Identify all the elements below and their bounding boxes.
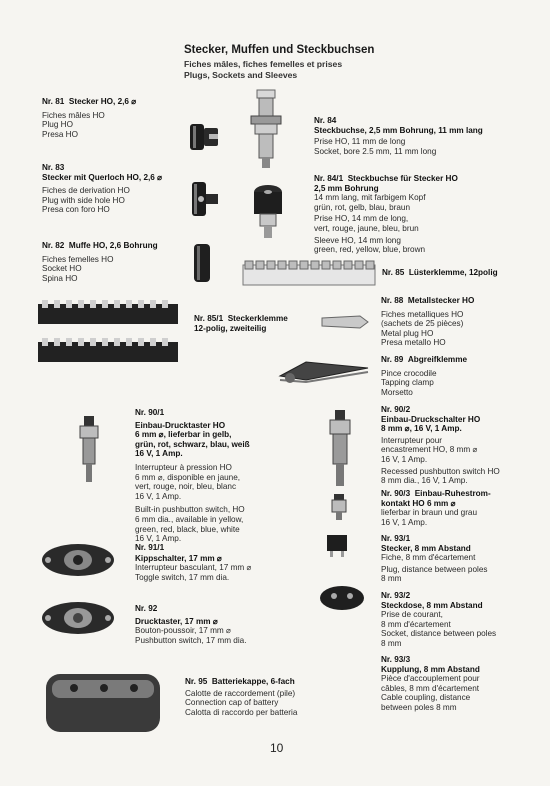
- item-code: Nr. 85: [382, 268, 405, 277]
- item-line: Prise HO, 11 mm de long: [314, 137, 406, 147]
- clamp-strip-85-1-image: [38, 298, 180, 368]
- item-85: [382, 268, 498, 278]
- page-subtitle-en: Plugs, Sockets and Sleeves: [184, 70, 298, 80]
- plug-93-1-image: [325, 533, 351, 559]
- pushbutton-92-image: [38, 598, 118, 638]
- item-83: [42, 163, 162, 215]
- item-line: Pince crocodile: [381, 368, 437, 378]
- item-code: Nr. 95: [185, 677, 208, 686]
- sleeve-82-image: [188, 242, 218, 286]
- item-name: 6 mm ⌀, lieferbar in gelb,: [135, 430, 232, 440]
- item-line: green, red, yellow, blue, brown: [314, 245, 426, 255]
- item-85-1: [194, 314, 288, 333]
- item-code: Nr. 82: [42, 241, 65, 250]
- item-line: Morsetto: [381, 387, 413, 397]
- item-84-1: [314, 174, 458, 255]
- item-name: Batteriekappe, 6-fach: [211, 677, 295, 686]
- item-code: Nr. 90/2: [381, 405, 411, 414]
- item-line: Presa HO: [42, 129, 78, 139]
- item-line: Built-in pushbutton switch, HO: [135, 505, 245, 515]
- item-line: Pushbutton switch, 17 mm dia.: [135, 635, 247, 645]
- item-code: Nr. 88: [381, 296, 404, 305]
- page-title: Stecker, Muffen und Steckbuchsen: [184, 44, 375, 56]
- crocodile-clip-89-image: [276, 352, 372, 392]
- item-code: Nr. 93/1: [381, 534, 411, 543]
- item-name: Einbau-Druckschalter HO: [381, 414, 481, 424]
- item-name-2: 12-polig, zweiteilig: [194, 323, 267, 333]
- item-line: 8 mm dia., 16 V, 1 Amp.: [381, 476, 468, 486]
- item-name: Kippschalter, 17 mm ⌀: [135, 553, 222, 563]
- item-line: Plug HO: [42, 120, 73, 130]
- contact-90-3-image: [330, 494, 348, 522]
- item-line: Sleeve HO, 14 mm long: [314, 235, 401, 245]
- item-93-2: [381, 591, 496, 649]
- item-name: Stecker, 8 mm Abstand: [381, 543, 471, 553]
- item-line: câbles, 8 mm d'écartement: [381, 683, 480, 693]
- item-line: Interrupteur à pression HO: [135, 462, 232, 472]
- item-name: Steckerklemme: [227, 314, 288, 323]
- item-line: Prise de courant,: [381, 610, 443, 620]
- page-number: 10: [270, 741, 284, 755]
- metal-plug-88-image: [320, 312, 370, 332]
- item-name: grün, rot, schwarz, blau, weiß: [135, 439, 250, 449]
- item-93-3: [381, 655, 480, 713]
- item-code: Nr. 89: [381, 355, 404, 364]
- item-line: 6 mm dia., available in yellow,: [135, 514, 244, 524]
- item-name: Steckbuchse für Stecker HO: [347, 174, 458, 183]
- item-line: Presa con foro HO: [42, 205, 110, 215]
- toggle-switch-91-1-image: [38, 540, 118, 580]
- item-line: Connection cap of battery: [185, 698, 279, 708]
- item-code: Nr. 81: [42, 97, 65, 106]
- item-line: Interrupteur basculant, 17 mm ⌀: [135, 563, 252, 573]
- item-81: [42, 97, 136, 139]
- item-line: (sachets de 25 pièces): [381, 319, 464, 329]
- item-line: Recessed pushbutton switch HO: [381, 466, 500, 476]
- item-code: Nr. 84: [314, 116, 337, 125]
- item-code: Nr. 84/1: [314, 174, 344, 183]
- item-code: Nr. 90/3: [381, 489, 411, 498]
- item-name: Steckbuchse, 2,5 mm Bohrung, 11 mm lang: [314, 125, 483, 135]
- item-code: Nr. 90/1: [135, 408, 165, 417]
- item-92: [135, 604, 247, 645]
- sleeve-84-1-image: [252, 182, 286, 242]
- item-line: Tapping clamp: [381, 378, 434, 388]
- item-line: Interrupteur pour: [381, 435, 442, 445]
- item-line: vert, rouge, jaune, bleu, brun: [314, 223, 419, 233]
- item-89: [381, 355, 467, 397]
- item-name: Kupplung, 8 mm Abstand: [381, 664, 480, 674]
- plug-81-image: [188, 110, 222, 160]
- item-95: [185, 677, 297, 717]
- socket-84-image: [245, 90, 285, 170]
- item-84: [314, 116, 483, 156]
- pushbutton-90-1-image: [76, 416, 104, 486]
- item-name: Muffe HO, 2,6 Bohrung: [68, 241, 158, 250]
- item-91-1: [135, 543, 251, 582]
- item-88: [381, 296, 474, 348]
- item-line: lieferbar in braun und grau: [381, 508, 478, 518]
- item-line: Calotte de raccordement (pile): [185, 688, 296, 698]
- item-line: Prise HO, 14 mm de long,: [314, 214, 409, 224]
- item-name: kontakt HO 6 mm ⌀: [381, 498, 456, 508]
- item-90-3: [381, 489, 491, 527]
- item-line: 16 V, 1 Amp.: [381, 517, 428, 527]
- item-code: Nr. 93/2: [381, 591, 411, 600]
- item-line: Plug with side hole HO: [42, 195, 125, 205]
- item-line: between poles 8 mm: [381, 702, 457, 712]
- switch-90-2-image: [326, 410, 354, 490]
- item-line: Pièce d'accouplement pour: [381, 674, 480, 684]
- item-line: Fiches metalliques HO: [381, 309, 464, 319]
- item-line: 16 V, 1 Amp.: [135, 491, 182, 501]
- item-name: Stecker HO, 2,6 ⌀: [68, 97, 137, 106]
- item-name: Abgreifklemme: [407, 355, 468, 364]
- item-line: encastrement HO, 8 mm ⌀: [381, 445, 478, 455]
- item-line: Metal plug HO: [381, 328, 434, 338]
- battery-cap-95-image: [44, 672, 162, 734]
- item-name: Drucktaster, 17 mm ⌀: [135, 616, 218, 626]
- item-line: 8 mm: [381, 574, 402, 584]
- item-line: 16 V, 1 Amp.: [135, 534, 182, 544]
- item-line: 8 mm: [381, 638, 402, 648]
- item-line: Socket, bore 2.5 mm, 11 mm long: [314, 146, 437, 156]
- item-90-2: [381, 405, 500, 486]
- item-name: Lüsterklemme, 12polig: [408, 268, 498, 277]
- item-name-2: 2,5 mm Bohrung: [314, 183, 379, 193]
- item-name: Stecker mit Querloch HO, 2,6 ⌀: [42, 172, 163, 182]
- item-line: 6 mm ⌀, disponible en jaune,: [135, 472, 241, 482]
- socket-93-2-image: [318, 584, 366, 612]
- item-name: Metallstecker HO: [407, 296, 475, 305]
- item-line: Toggle switch, 17 mm dia.: [135, 572, 230, 582]
- item-line: Calotta di raccordo per batteria: [185, 707, 298, 717]
- item-line: Spina HO: [42, 273, 78, 283]
- item-code: Nr. 93/3: [381, 655, 411, 664]
- item-code: Nr. 83: [42, 163, 65, 172]
- item-name: Steckdose, 8 mm Abstand: [381, 600, 483, 610]
- terminal-strip-85-image: [243, 259, 377, 291]
- item-line: Socket, distance between poles: [381, 629, 497, 639]
- item-code: Nr. 85/1: [194, 314, 224, 323]
- item-line: grün, rot, gelb, blau, braun: [314, 202, 411, 212]
- item-line: Presa metallo HO: [381, 338, 446, 348]
- item-line: Bouton-poussoir, 17 mm ⌀: [135, 626, 231, 636]
- item-line: 16 V, 1 Amp.: [381, 454, 428, 464]
- item-code: Nr. 91/1: [135, 543, 165, 552]
- item-name: Einbau-Drucktaster HO: [135, 420, 226, 430]
- item-line: Cable coupling, distance: [381, 693, 471, 703]
- item-line: Socket HO: [42, 264, 82, 274]
- item-name: 8 mm ⌀, 16 V, 1 Amp.: [381, 424, 462, 434]
- item-line: green, red, black, blue, white: [135, 524, 240, 534]
- item-line: 14 mm lang, mit farbigem Kopf: [314, 193, 426, 203]
- item-line: Plug, distance between poles: [381, 564, 488, 574]
- item-line: Fiches femelles HO: [42, 254, 114, 264]
- item-line: 8 mm d'écartement: [381, 619, 451, 629]
- plug-83-image: [188, 176, 222, 226]
- item-line: Fiche, 8 mm d'écartement: [381, 553, 476, 563]
- item-82: [42, 241, 158, 283]
- item-line: Fiches mâles HO: [42, 110, 105, 120]
- item-name: Einbau-Ruhestrom-: [414, 489, 491, 498]
- item-93-1: [381, 534, 488, 584]
- item-line: vert, rouge, noir, bleu, blanc: [135, 482, 237, 492]
- item-name: 16 V, 1 Amp.: [135, 449, 183, 459]
- item-code: Nr. 92: [135, 604, 158, 613]
- page-subtitle-fr: Fiches mâles, fiches femelles et prises: [184, 59, 343, 69]
- item-90-1: [135, 408, 250, 544]
- item-line: Fiches de derivation HO: [42, 186, 130, 196]
